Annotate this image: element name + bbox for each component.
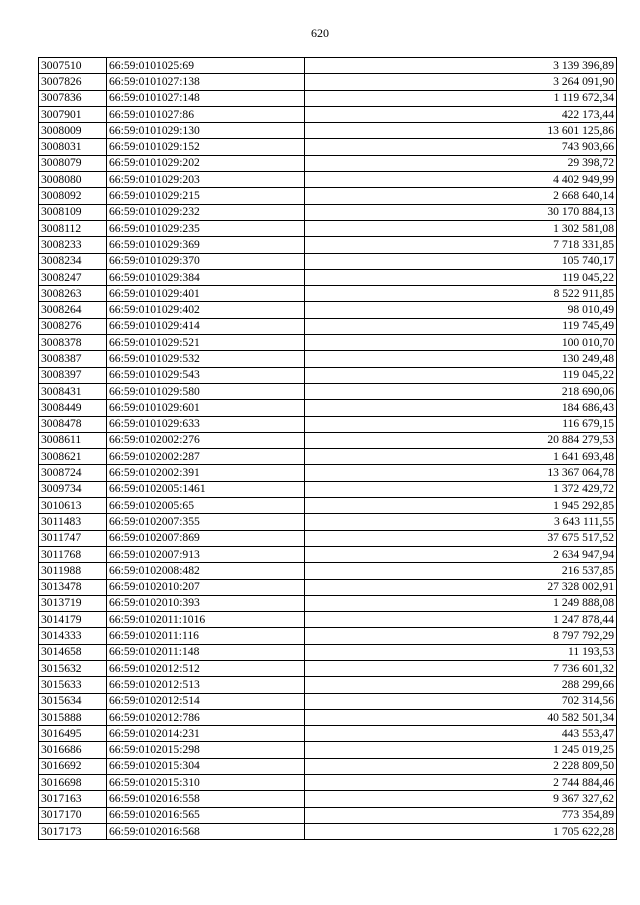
row-id-cell: 3008397 — [39, 367, 107, 383]
cadastral-number-cell: 66:59:0102005:1461 — [107, 481, 305, 497]
cadastral-number-cell: 66:59:0101029:414 — [107, 318, 305, 334]
row-id-cell: 3008276 — [39, 318, 107, 334]
row-id-cell: 3007901 — [39, 106, 107, 122]
row-id-cell: 3008378 — [39, 335, 107, 351]
value-cell: 20 884 279,53 — [305, 432, 617, 448]
row-id-cell: 3008724 — [39, 465, 107, 481]
table-row — [39, 188, 617, 204]
row-id-cell: 3014333 — [39, 628, 107, 644]
table-row — [39, 253, 617, 269]
value-cell: 29 398,72 — [305, 155, 617, 171]
cadastral-number-cell: 66:59:0102012:512 — [107, 660, 305, 676]
row-id-cell: 3008109 — [39, 204, 107, 220]
cadastral-number-cell: 66:59:0102002:287 — [107, 449, 305, 465]
table-body — [39, 58, 617, 840]
cadastral-number-cell: 66:59:0102016:558 — [107, 791, 305, 807]
cadastral-number-cell: 66:59:0102011:1016 — [107, 612, 305, 628]
table-row — [39, 302, 617, 318]
cadastral-number-cell: 66:59:0101027:86 — [107, 106, 305, 122]
cadastral-number-cell: 66:59:0102012:513 — [107, 677, 305, 693]
row-id-cell: 3008234 — [39, 253, 107, 269]
cadastral-number-cell: 66:59:0102002:276 — [107, 432, 305, 448]
value-cell: 130 249,48 — [305, 351, 617, 367]
cadastral-number-cell: 66:59:0101029:152 — [107, 139, 305, 155]
value-cell: 105 740,17 — [305, 253, 617, 269]
table-row — [39, 335, 617, 351]
cadastral-number-cell: 66:59:0101029:580 — [107, 383, 305, 399]
value-cell: 1 119 672,34 — [305, 90, 617, 106]
value-cell: 2 668 640,14 — [305, 188, 617, 204]
table-row — [39, 155, 617, 171]
table-row — [39, 758, 617, 774]
table-row — [39, 742, 617, 758]
table-row — [39, 677, 617, 693]
table-row — [39, 775, 617, 791]
table-row — [39, 660, 617, 676]
cadastral-number-cell: 66:59:0101029:633 — [107, 416, 305, 432]
value-cell: 11 193,53 — [305, 644, 617, 660]
table-row — [39, 628, 617, 644]
row-id-cell: 3010613 — [39, 498, 107, 514]
table-row — [39, 74, 617, 90]
table-row — [39, 693, 617, 709]
value-cell: 7 718 331,85 — [305, 237, 617, 253]
table-row — [39, 546, 617, 562]
cadastral-number-cell: 66:59:0101029:401 — [107, 286, 305, 302]
registry-table — [38, 57, 617, 840]
row-id-cell: 3011483 — [39, 514, 107, 530]
page-number: 620 — [311, 26, 329, 40]
row-id-cell: 3015634 — [39, 693, 107, 709]
row-id-cell: 3008387 — [39, 351, 107, 367]
cadastral-number-cell: 66:59:0101027:138 — [107, 74, 305, 90]
row-id-cell: 3008092 — [39, 188, 107, 204]
table-row — [39, 400, 617, 416]
cadastral-number-cell: 66:59:0102015:298 — [107, 742, 305, 758]
value-cell: 184 686,43 — [305, 400, 617, 416]
value-cell: 702 314,56 — [305, 693, 617, 709]
row-id-cell: 3017170 — [39, 807, 107, 823]
row-id-cell: 3007836 — [39, 90, 107, 106]
value-cell: 1 945 292,85 — [305, 498, 617, 514]
cadastral-number-cell: 66:59:0102011:116 — [107, 628, 305, 644]
row-id-cell: 3016495 — [39, 726, 107, 742]
row-id-cell: 3013719 — [39, 595, 107, 611]
table-row — [39, 123, 617, 139]
table-row — [39, 172, 617, 188]
table-row — [39, 579, 617, 595]
table-row — [39, 432, 617, 448]
value-cell: 218 690,06 — [305, 383, 617, 399]
table-row — [39, 481, 617, 497]
value-cell: 119 045,22 — [305, 367, 617, 383]
row-id-cell: 3014179 — [39, 612, 107, 628]
cadastral-number-cell: 66:59:0102015:310 — [107, 775, 305, 791]
table-row — [39, 286, 617, 302]
value-cell: 1 247 878,44 — [305, 612, 617, 628]
value-cell: 422 173,44 — [305, 106, 617, 122]
row-id-cell: 3007826 — [39, 74, 107, 90]
table-row — [39, 498, 617, 514]
row-id-cell: 3008478 — [39, 416, 107, 432]
row-id-cell: 3008611 — [39, 432, 107, 448]
row-id-cell: 3007510 — [39, 58, 107, 74]
cadastral-number-cell: 66:59:0102012:786 — [107, 709, 305, 725]
value-cell: 37 675 517,52 — [305, 530, 617, 546]
cadastral-number-cell: 66:59:0101029:532 — [107, 351, 305, 367]
value-cell: 4 402 949,99 — [305, 172, 617, 188]
table-row — [39, 595, 617, 611]
table-row — [39, 351, 617, 367]
table-row — [39, 106, 617, 122]
cadastral-number-cell: 66:59:0101029:384 — [107, 269, 305, 285]
cadastral-number-cell: 66:59:0102012:514 — [107, 693, 305, 709]
table-row — [39, 139, 617, 155]
table-row — [39, 807, 617, 823]
row-id-cell: 3008431 — [39, 383, 107, 399]
cadastral-number-cell: 66:59:0102007:355 — [107, 514, 305, 530]
row-id-cell: 3008264 — [39, 302, 107, 318]
value-cell: 1 705 622,28 — [305, 823, 617, 839]
value-cell: 3 264 091,90 — [305, 74, 617, 90]
table-row — [39, 465, 617, 481]
value-cell: 116 679,15 — [305, 416, 617, 432]
cadastral-number-cell: 66:59:0101029:202 — [107, 155, 305, 171]
row-id-cell: 3008247 — [39, 269, 107, 285]
value-cell: 40 582 501,34 — [305, 709, 617, 725]
cadastral-number-cell: 66:59:0102010:393 — [107, 595, 305, 611]
value-cell: 98 010,49 — [305, 302, 617, 318]
cadastral-number-cell: 66:59:0101025:69 — [107, 58, 305, 74]
row-id-cell: 3015633 — [39, 677, 107, 693]
table-row — [39, 791, 617, 807]
table-row — [39, 237, 617, 253]
value-cell: 216 537,85 — [305, 563, 617, 579]
table-row — [39, 823, 617, 839]
row-id-cell: 3008233 — [39, 237, 107, 253]
value-cell: 1 249 888,08 — [305, 595, 617, 611]
table-row — [39, 383, 617, 399]
row-id-cell: 3016686 — [39, 742, 107, 758]
row-id-cell: 3016692 — [39, 758, 107, 774]
cadastral-number-cell: 66:59:0102011:148 — [107, 644, 305, 660]
cadastral-number-cell: 66:59:0102007:869 — [107, 530, 305, 546]
cadastral-number-cell: 66:59:0102016:565 — [107, 807, 305, 823]
value-cell: 288 299,66 — [305, 677, 617, 693]
value-cell: 743 903,66 — [305, 139, 617, 155]
table-row — [39, 612, 617, 628]
cadastral-number-cell: 66:59:0101027:148 — [107, 90, 305, 106]
value-cell: 119 045,22 — [305, 269, 617, 285]
cadastral-number-cell: 66:59:0102002:391 — [107, 465, 305, 481]
row-id-cell: 3008080 — [39, 172, 107, 188]
row-id-cell: 3008449 — [39, 400, 107, 416]
value-cell: 27 328 002,91 — [305, 579, 617, 595]
cadastral-number-cell: 66:59:0101029:235 — [107, 220, 305, 236]
cadastral-number-cell: 66:59:0102014:231 — [107, 726, 305, 742]
cadastral-number-cell: 66:59:0102016:568 — [107, 823, 305, 839]
row-id-cell: 3011988 — [39, 563, 107, 579]
cadastral-number-cell: 66:59:0101029:369 — [107, 237, 305, 253]
cadastral-number-cell: 66:59:0102005:65 — [107, 498, 305, 514]
cadastral-number-cell: 66:59:0101029:601 — [107, 400, 305, 416]
value-cell: 2 744 884,46 — [305, 775, 617, 791]
row-id-cell: 3017173 — [39, 823, 107, 839]
cadastral-number-cell: 66:59:0101029:203 — [107, 172, 305, 188]
value-cell: 8 522 911,85 — [305, 286, 617, 302]
row-id-cell: 3008263 — [39, 286, 107, 302]
value-cell: 7 736 601,32 — [305, 660, 617, 676]
value-cell: 2 634 947,94 — [305, 546, 617, 562]
table-row — [39, 530, 617, 546]
value-cell: 13 601 125,86 — [305, 123, 617, 139]
cadastral-number-cell: 66:59:0101029:215 — [107, 188, 305, 204]
row-id-cell: 3008031 — [39, 139, 107, 155]
value-cell: 1 372 429,72 — [305, 481, 617, 497]
table-row — [39, 58, 617, 74]
value-cell: 100 010,70 — [305, 335, 617, 351]
row-id-cell: 3016698 — [39, 775, 107, 791]
table-row — [39, 318, 617, 334]
table-row — [39, 449, 617, 465]
cadastral-number-cell: 66:59:0101029:543 — [107, 367, 305, 383]
value-cell: 1 245 019,25 — [305, 742, 617, 758]
table-row — [39, 90, 617, 106]
value-cell: 30 170 884,13 — [305, 204, 617, 220]
value-cell: 1 302 581,08 — [305, 220, 617, 236]
value-cell: 3 139 396,89 — [305, 58, 617, 74]
value-cell: 2 228 809,50 — [305, 758, 617, 774]
row-id-cell: 3008112 — [39, 220, 107, 236]
value-cell: 773 354,89 — [305, 807, 617, 823]
row-id-cell: 3015888 — [39, 709, 107, 725]
value-cell: 1 641 693,48 — [305, 449, 617, 465]
row-id-cell: 3011768 — [39, 546, 107, 562]
row-id-cell: 3013478 — [39, 579, 107, 595]
table-row — [39, 514, 617, 530]
value-cell: 443 553,47 — [305, 726, 617, 742]
value-cell: 9 367 327,62 — [305, 791, 617, 807]
cadastral-number-cell: 66:59:0101029:370 — [107, 253, 305, 269]
row-id-cell: 3009734 — [39, 481, 107, 497]
cadastral-number-cell: 66:59:0101029:521 — [107, 335, 305, 351]
table-row — [39, 416, 617, 432]
row-id-cell: 3008079 — [39, 155, 107, 171]
row-id-cell: 3017163 — [39, 791, 107, 807]
table-row — [39, 367, 617, 383]
cadastral-number-cell: 66:59:0101029:232 — [107, 204, 305, 220]
row-id-cell: 3014658 — [39, 644, 107, 660]
table-row — [39, 563, 617, 579]
cadastral-number-cell: 66:59:0101029:130 — [107, 123, 305, 139]
row-id-cell: 3011747 — [39, 530, 107, 546]
cadastral-number-cell: 66:59:0102010:207 — [107, 579, 305, 595]
row-id-cell: 3008009 — [39, 123, 107, 139]
cadastral-number-cell: 66:59:0102008:482 — [107, 563, 305, 579]
value-cell: 8 797 792,29 — [305, 628, 617, 644]
table-row — [39, 726, 617, 742]
table-row — [39, 220, 617, 236]
value-cell: 119 745,49 — [305, 318, 617, 334]
table-row — [39, 204, 617, 220]
table-row — [39, 709, 617, 725]
row-id-cell: 3015632 — [39, 660, 107, 676]
row-id-cell: 3008621 — [39, 449, 107, 465]
cadastral-number-cell: 66:59:0101029:402 — [107, 302, 305, 318]
value-cell: 13 367 064,78 — [305, 465, 617, 481]
table-row — [39, 644, 617, 660]
value-cell: 3 643 111,55 — [305, 514, 617, 530]
table-row — [39, 269, 617, 285]
cadastral-number-cell: 66:59:0102007:913 — [107, 546, 305, 562]
cadastral-number-cell: 66:59:0102015:304 — [107, 758, 305, 774]
